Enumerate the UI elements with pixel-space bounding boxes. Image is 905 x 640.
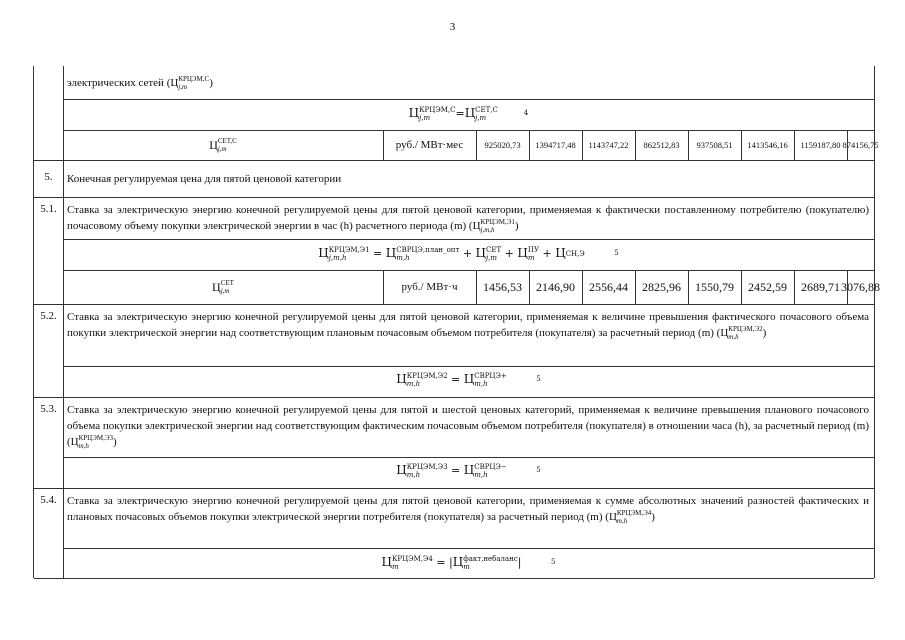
formula-krcem-e4: Ц КРЦЭМ,Э4 m = |Ц факт,небаланс m | 5 [381, 555, 556, 571]
formula-krcem-e1: Ц КРЦЭМ,Э1 j,m,h = Ц СВРЦЭ,план_опт m,h + Ц СЕТ j,m + Ц ПУ m + Ц СН,Э 5 [318, 246, 619, 262]
value-cell: 3076,88 [841, 279, 880, 294]
item-number: 5.2. [40, 310, 57, 322]
formula-row-e1 [34, 239, 874, 270]
tariff-table [33, 66, 880, 578]
item-description: Ставка за электрическую энергию конечной регулируемой цены для пятой ценовой категории, применяемая к величине превышения фактического почасового объема покупки электрической энергии над соответствующим плановым почасовым объемом потребителя (покупателя) за расчетный период (m) (Ц КРЦЭМ,Э2 m,h ) [67, 311, 869, 342]
item-description: Ставка за электрическую энергию конечной регулируемой цены для пятой ценовой категории, применяемая к фактически поставленному потребителю (покупателю) почасовому объему покупки электрической энергии в час (h) расчетного периода (m) (Ц КРЦЭМ,Э1 j,m,h ) [67, 204, 869, 235]
footnote-marker: 5 [536, 375, 541, 383]
formula-krcem-e3: Ц КРЦЭМ,Э3 m,h = Ц СВРЦЭ− m,h 5 [396, 463, 541, 479]
data-row-energy [34, 270, 880, 304]
value-cell: 2825,96 [642, 279, 681, 294]
item-5-3-row [34, 397, 874, 457]
item-number: 5.3. [40, 403, 57, 415]
value-cell: 1456,53 [483, 279, 522, 294]
item-5-4-row [34, 488, 874, 548]
unit-cell: руб./ МВт·ч [401, 281, 458, 293]
item-number: 5.4. [40, 494, 57, 506]
footnote-marker: 5 [614, 249, 619, 257]
value-cell: 925020,73 [484, 140, 521, 150]
value-cell: 2556,44 [589, 279, 628, 294]
formula-row-e2 [34, 366, 874, 397]
item-description: Ставка за электрическую энергию конечной регулируемой цены для пятой ценовой категории, применяемая к сумме абсолютных значений разностей фактических и плановых почасовых объемов покупки электрической энергии потребителя (покупателя) за расчетный период (m) (Ц КРЦЭМ,Э4 m,h ) [67, 495, 869, 526]
value-cell: 1159187,80 [800, 140, 841, 150]
value-cell: 1550,79 [695, 279, 734, 294]
formula-krcem-c: Ц КРЦЭМ,С j,m =Ц СЕТ,С j,m 4 [408, 106, 529, 122]
page-number: 3 [449, 21, 456, 33]
footnote-marker: 4 [523, 109, 529, 117]
item-number: 5. [44, 171, 53, 183]
item-number: 5.1. [40, 203, 57, 215]
formula-row-e4 [34, 548, 874, 578]
unit-cell: руб./ МВт·мес [395, 139, 464, 151]
value-cell: 2452,59 [748, 279, 787, 294]
formula-row-sets-c [34, 99, 874, 130]
formula-row-e3 [34, 457, 874, 488]
continuation-text: электрических сетей (Ц КРЦЭМ,С j,m ) [67, 75, 213, 92]
row-continuation [34, 66, 874, 99]
value-cell: 2689,71 [801, 279, 840, 294]
value-cell: 1394717,48 [535, 140, 576, 150]
section-5-row [34, 160, 874, 197]
value-cell: 1413546,16 [747, 140, 788, 150]
footnote-marker: 5 [550, 558, 556, 566]
item-description: Ставка за электрическую энергию конечной регулируемой цены для пятой и шестой ценовых категорий, применяемая к величине превышения планового почасового объема покупки электрической энергии над соответствующим фактическим почасовым объемом потребителя (покупателя) в отношении часа (h), за расчетный период (m) (Ц КРЦЭМ,Э3 m,h ) [67, 404, 869, 451]
symbol-cell: Ц СЕТ,С j,m [209, 137, 237, 153]
symbol-cell: Ц СЕТ j,m [212, 279, 234, 295]
item-5-1-row [34, 197, 874, 239]
value-cell: 862512,83 [643, 140, 680, 150]
formula-krcem-e2: Ц КРЦЭМ,Э2 m,h = Ц СВРЦЭ+ m,h 5 [396, 372, 541, 388]
value-cell: 1143747,22 [588, 140, 629, 150]
footnote-marker: 5 [536, 466, 541, 474]
item-5-2-row [34, 304, 874, 366]
section-heading: Конечная регулируемая цена для пятой ценовой категории [67, 173, 342, 185]
value-cell: 874156,75 [842, 140, 879, 150]
value-cell: 937508,51 [696, 140, 733, 150]
data-row-power [34, 130, 879, 160]
value-cell: 2146,90 [536, 279, 575, 294]
